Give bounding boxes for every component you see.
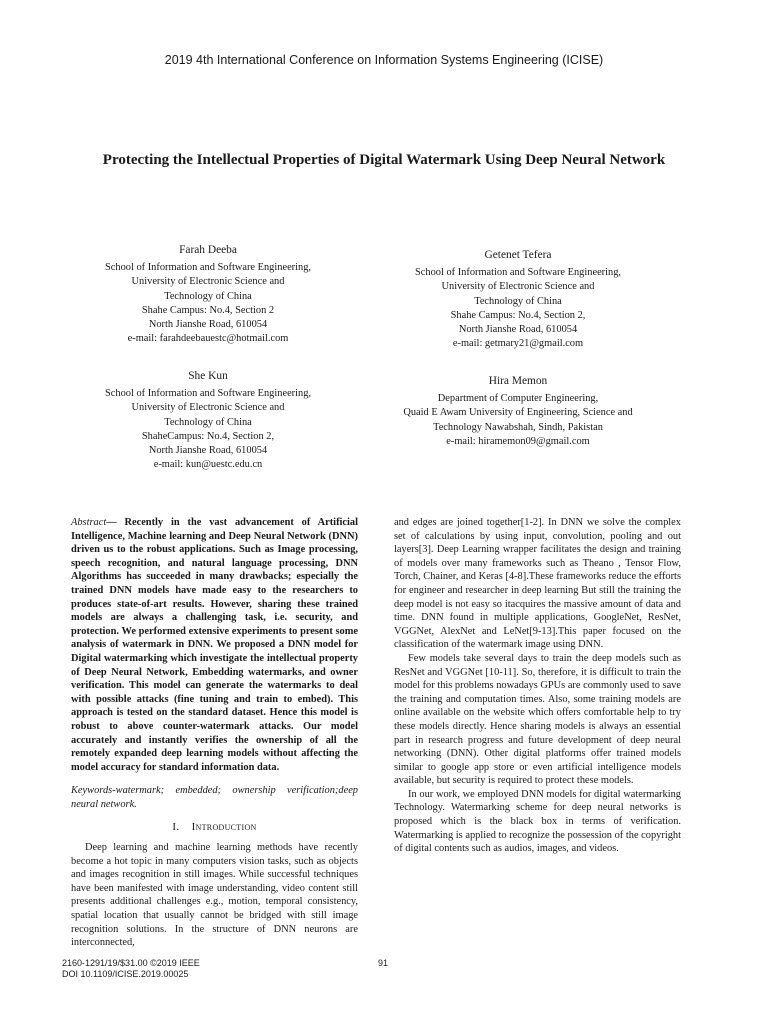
footer-doi: DOI 10.1109/ICISE.2019.00025 xyxy=(62,969,189,979)
page-number: 91 xyxy=(378,958,389,968)
body-paragraph: Deep learning and machine learning methods have recently become a hot topic in many computers vision tasks, such as objects and images recognition in still images. While successful techniques have been manifested with image understanding, video content still presents additional challenges e.g., motion, temporal consistency, spatial location that usually cannot be bridged with still image recognition solutions. In the structure of DNN neurons are interconnected, xyxy=(71,842,358,949)
body-paragraph: and edges are joined together[1-2]. In DNN we solve the complex set of calculations by using input, convolution, pooling and out layers[3]. Deep Learning wrapper facilitates the design and training of models over many frameworks such as Theano , Tensor Flow, Torch, Chainer, and Keras [4-8].These frameworks reduce the efforts for engineer and researcher in deep learning But still the training the deep model is not easy so itacquires the massive amount of data and time. DNN found in multiple applications, GoogleNet, ResNet, VGGNet, AlexNet and LeNet[9-13].This paper focused on the classification of the watermark image using DNN. xyxy=(394,517,681,651)
footer-copyright xyxy=(62,958,200,980)
author-email: e-mail: getmary21@gmail.com xyxy=(452,338,584,350)
right-column xyxy=(394,516,681,856)
author-affiliation-line: North Jianshe Road, 610054 xyxy=(458,324,578,336)
body-paragraph: In our work, we employed DNN models for digital watermarking Technology. Watermarking scheme for deep neural networks is proposed which is the black box in terms of verification. Watermarking is applied to recognize the possession of the copyright of digital contents such as audios, images, and videos. xyxy=(394,788,681,855)
author-affiliation-line: Quaid E Awam University of Engineering, Science and xyxy=(403,407,633,419)
section-number: I. xyxy=(172,821,180,834)
keywords: Keywords-watermark; embedded; ownership verification;deep neural network. xyxy=(71,785,358,810)
author-affiliation-line: Shahe Campus: No.4, Section 2, xyxy=(450,309,586,321)
author-affiliation-line: North Jianshe Road, 610054 xyxy=(148,319,268,331)
body-paragraph: Few models take several days to train the deep models such as ResNet and VGGNet [10-11]. So, therefore, it is difficult to train the model for this problems nowadays GPUs are commonly used to save the training and computation times. Also, some training models are online available on the website which offers comfortable help to try these models directly. Hence sharing models is always an essential part in research progress and future development of deep neural networking (DNN). Other digital platforms offer trained models similar to google app store or even artificial intelligence models available, but security is required to protect these models. xyxy=(394,652,681,787)
author-name: Getenet Tefera xyxy=(484,249,552,261)
author-affiliation-line: ShaheCampus: No.4, Section 2, xyxy=(141,430,275,442)
author-email: e-mail: hiramemon09@gmail.com xyxy=(446,435,590,447)
author-affiliation-line: Technology of China xyxy=(474,295,562,307)
paper-title: Protecting the Intellectual Properties of Digital Watermark Using Deep Neural Network xyxy=(102,152,666,168)
author-block xyxy=(368,248,668,351)
author-affiliation-line: Shahe Campus: No.4, Section 2 xyxy=(141,304,275,316)
author-affiliation-line: Technology of China xyxy=(164,416,252,428)
author-block xyxy=(58,369,358,472)
author-email: e-mail: farahdeebauestc@hotmail.com xyxy=(127,333,289,345)
author-affiliation-line: School of Information and Software Engineering, xyxy=(104,262,312,274)
author-block xyxy=(58,243,358,346)
section-title: Introduction xyxy=(191,821,257,834)
author-affiliation-line: University of Electronic Science and xyxy=(441,281,595,293)
conference-header: 2019 4th International Conference on Information Systems Engineering (ICISE) xyxy=(164,53,604,67)
author-name: Farah Deeba xyxy=(179,244,237,256)
author-affiliation-line: University of Electronic Science and xyxy=(131,276,285,288)
author-affiliation-line: Technology Nawabshah, Sindh, Pakistan xyxy=(433,421,603,433)
abstract xyxy=(71,516,358,774)
author-name: She Kun xyxy=(188,370,228,382)
abstract-body: — Recently in the vast advancement of Artificial Intelligence, Machine learning and Deep Neural Network (DNN) driven us to the robust applications. Such as Image processing, speech recognition, and natural language processing, DNN Algorithms has succeeded in many drawbacks; especially the trained DNN models have made easy to the researchers to produces state-of-art results. However, sharing these trained models are always a challenging task, i.e. security, and protection. We performed extensive experiments to present some analysis of watermark in DNN. We proposed a DNN model for Digital watermarking which investigate the intellectual property of Deep Neural Network, Embedding watermarks, and owner verification. This model can generate the watermarks to deal with possible attacks (fine tuning and train to embed). This approach is tested on the standard dataset. Hence this model is robust to above counter-watermark attacks. Our model accurately and instantly verifies the ownership of all the remotely expanded deep learning models without affecting the model accuracy for standard information data. xyxy=(71,517,358,773)
author-affiliation-line: Department of Computer Engineering, xyxy=(437,393,599,405)
author-email: e-mail: kun@uestc.edu.cn xyxy=(153,459,263,471)
author-affiliation-line: North Jianshe Road, 610054 xyxy=(148,445,268,457)
footer-issn: 2160-1291/19/$31.00 ©2019 IEEE xyxy=(62,958,200,968)
author-affiliation-line: Technology of China xyxy=(164,290,252,302)
author-affiliation-line: School of Information and Software Engineering, xyxy=(104,388,312,400)
author-affiliation-line: University of Electronic Science and xyxy=(131,402,285,414)
abstract-label: Abstract xyxy=(71,517,107,528)
section-heading xyxy=(71,821,358,835)
author-name: Hira Memon xyxy=(488,375,548,387)
author-affiliation-line: School of Information and Software Engineering, xyxy=(414,267,622,279)
left-column xyxy=(71,516,358,950)
author-block xyxy=(368,374,668,449)
